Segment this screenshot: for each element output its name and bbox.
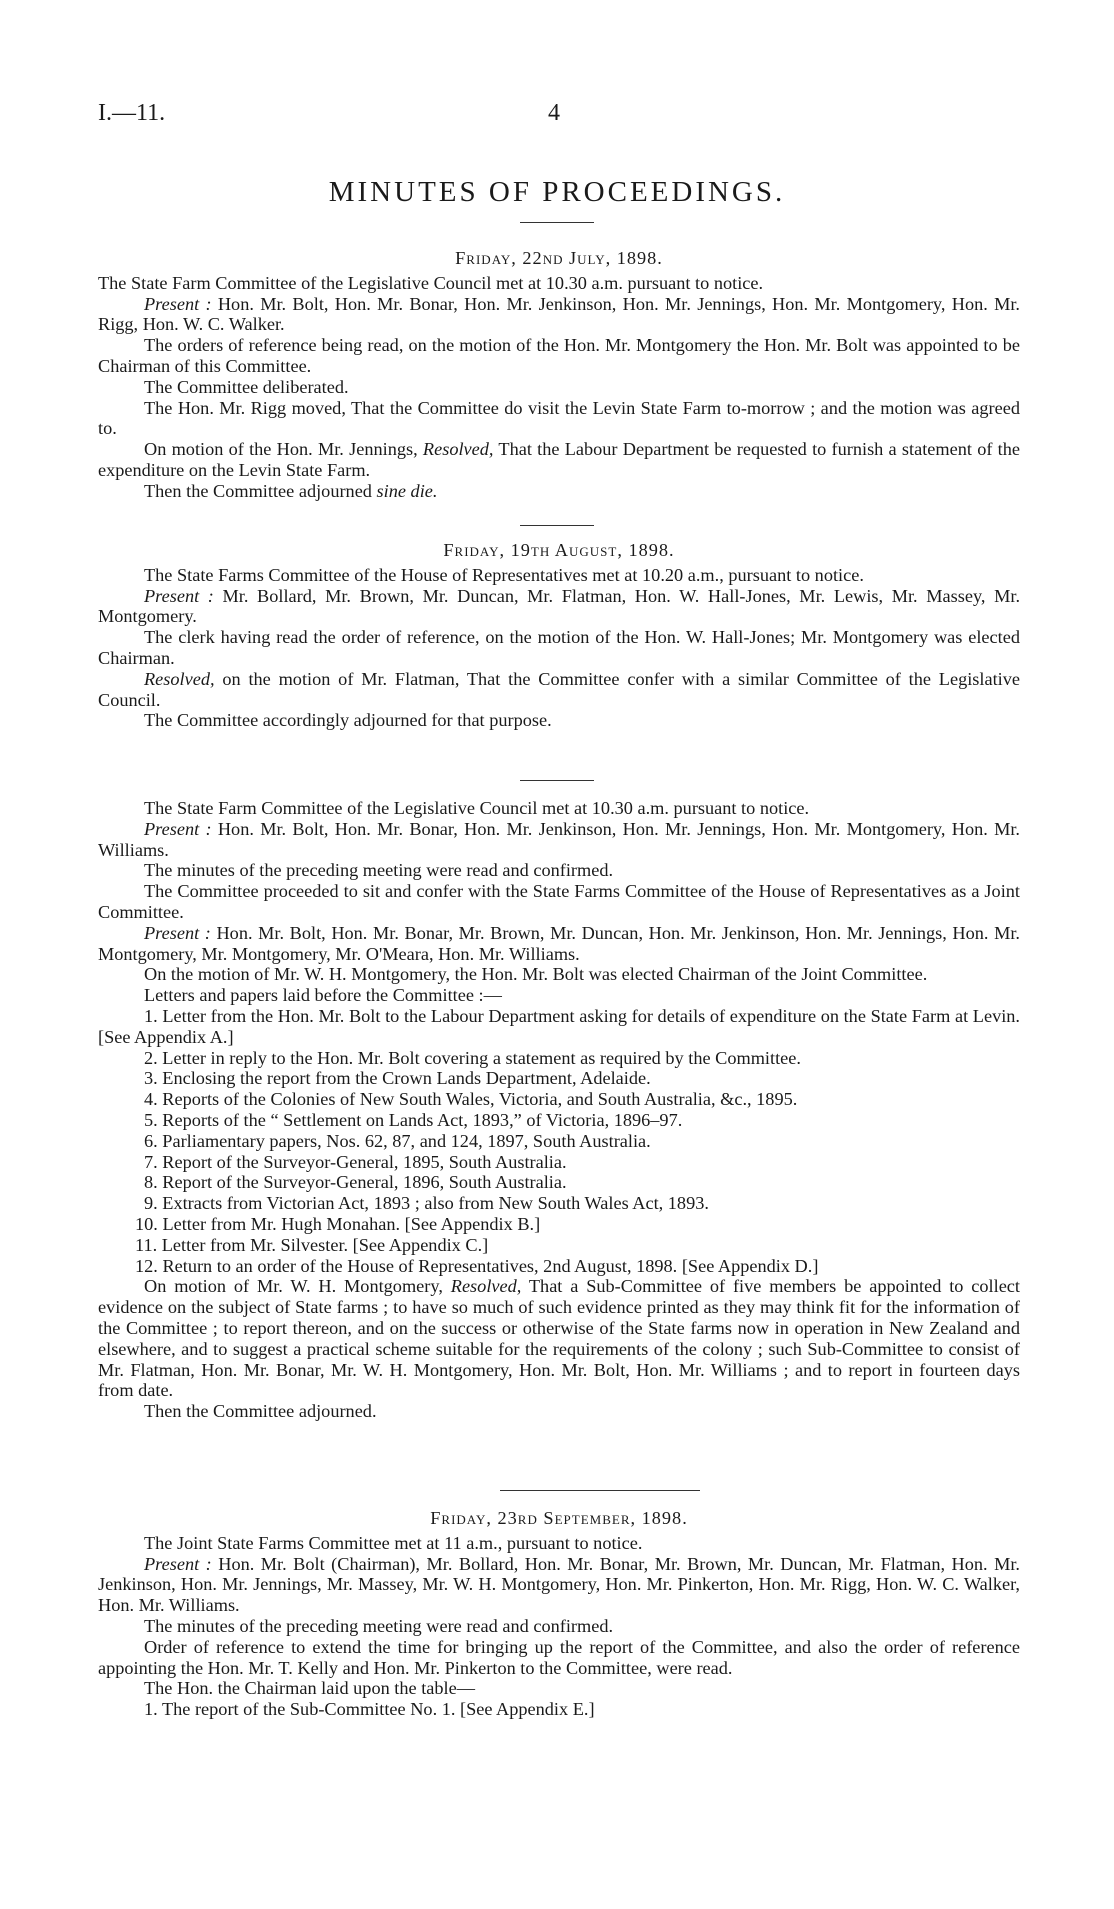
minutes-section-july-22 [98,248,1020,502]
minutes-section-september-23 [98,1508,1020,1720]
title-divider [520,222,594,223]
present-paragraph: Present : Hon. Mr. Bolt, Hon. Mr. Bonar, Mr. Brown, Mr. Duncan, Hon. Mr. Jenkinson, Hon. Mr. Jennings, Hon. Mr. Montgomery, Mr. Montgomery, Mr. O'Meara, Hon. Mr. Williams. [98,922,1020,964]
list-item: 1. Letter from the Hon. Mr. Bolt to the Labour Department asking for details of expenditure on the State Farm at Levin. [See Appendix A.] [98,1005,1021,1047]
paragraph: The Committee deliberated. [144,376,349,397]
list-item: 4. Reports of the Colonies of New South Wales, Victoria, and South Australia, &c., 1895. [144,1089,798,1110]
resolution-paragraph: On motion of the Hon. Mr. Jennings, Resolved, That the Labour Department be requested to furnish a statement of the expenditure on the Levin State Farm. [98,439,1021,480]
paragraph: The minutes of the preceding meeting were read and confirmed. [144,860,614,881]
paragraph: The State Farms Committee of the House of Representatives met at 10.20 a.m., pursuant to notice. [144,564,864,585]
list-item: 3. Enclosing the report from the Crown Lands Department, Adelaide. [144,1068,651,1089]
paragraph: The clerk having read the order of reference, on the motion of the Hon. W. Hall-Jones; Mr. Montgomery was elected Chairman. [98,627,1020,668]
page-number: 4 [548,100,560,126]
list-item: 11. Letter from Mr. Silvester. [See Appendix C.] [135,1234,489,1255]
list-item: 7. Report of the Surveyor-General, 1895, South Australia. [144,1151,567,1172]
document-reference: I.—11. [98,100,166,126]
resolution-paragraph: Resolved, on the motion of Mr. Flatman, That the Committee confer with a similar Committee of the Legislative Council. [98,668,1021,710]
paragraph: The Joint State Farms Committee met at 11 a.m., pursuant to notice. [144,1532,643,1553]
minutes-section-august-19 [98,540,1020,731]
section-divider [500,1490,700,1491]
resolution-paragraph: On motion of Mr. W. H. Montgomery, Resolved, That a Sub-Committee of five members be appointed to collect evidence on the subject of State farms ; to have so much of such evidence printed as they may think fit for the information of the Committee ; to report thereon, and on the success or otherwise of the State farms now in operation in New Zealand and elsewhere, and to suggest a practical scheme suitable for the requirements of the colony ; such Sub-Committee to consist of Mr. Flatman, Hon. Mr. Bonar, Mr. W. H. Montgomery, Hon. Mr. Bolt, Hon. Mr. Williams ; and to report in fourteen days from date. [98,1276,1021,1401]
list-item: 8. Report of the Surveyor-General, 1896, South Australia. [144,1172,567,1193]
paragraph: The State Farm Committee of the Legislative Council met at 10.30 a.m. pursuant to notice. [144,798,810,818]
paragraph: The Committee proceeded to sit and confer with the State Farms Committee of the House of Representatives as a Joint Committee. [98,881,1020,922]
list-item: 10. Letter from Mr. Hugh Monahan. [See Appendix B.] [135,1213,541,1234]
list-item: 1. The report of the Sub-Committee No. 1. [See Appendix E.] [144,1699,595,1720]
section-divider [520,780,594,781]
present-paragraph: Present : Hon. Mr. Bolt, Hon. Mr. Bonar, Hon. Mr. Jenkinson, Hon. Mr. Jennings, Hon. Mr. Montgomery, Hon. Mr. Williams. [98,818,1020,860]
paragraph: The State Farm Committee of the Legislative Council met at 10.30 a.m. pursuant to notice. [98,272,764,293]
paragraph: Then the Committee adjourned sine die. [144,480,438,501]
list-item: 5. Reports of the “ Settlement on Lands Act, 1893,” of Victoria, 1896–97. [144,1109,683,1130]
present-paragraph: Present : Hon. Mr. Bolt (Chairman), Mr. Bollard, Hon. Mr. Bonar, Mr. Brown, Mr. Duncan, Mr. Flatman, Hon. Mr. Jenkinson, Hon. Mr. Jennings, Mr. Massey, Mr. W. H. Montgomery, Hon. Mr. Pinkerton, Hon. Mr. Rigg, Hon. W. C. Walker, Hon. Mr. Williams. [98,1553,1021,1616]
paragraph: Order of reference to extend the time for bringing up the report of the Committee, and also the order of reference appointing the Hon. Mr. T. Kelly and Hon. Mr. Pinkerton to the Committee, were read. [98,1636,1020,1678]
page-title: MINUTES OF PROCEEDINGS. [328,176,786,208]
list-item: 2. Letter in reply to the Hon. Mr. Bolt covering a statement as required by the Committee. [144,1047,801,1068]
paragraph: The Committee accordingly adjourned for that purpose. [144,710,552,731]
minutes-section-joint-committee [98,798,1020,1422]
paragraph: On the motion of Mr. W. H. Montgomery, the Hon. Mr. Bolt was elected Chairman of the Joint Committee. [144,964,928,985]
section-date: Friday, 22nd July, 1898. [455,248,663,268]
section-divider [520,525,594,526]
paragraph: Letters and papers laid before the Committee :— [144,985,502,1006]
section-date: Friday, 23rd September, 1898. [430,1508,688,1528]
paragraph: Then the Committee adjourned. [144,1401,377,1422]
paragraph: The Hon. the Chairman laid upon the table— [144,1678,476,1699]
section-date: Friday, 19th August, 1898. [443,540,675,560]
list-item: 6. Parliamentary papers, Nos. 62, 87, and 124, 1897, South Australia. [144,1130,651,1151]
list-item: 9. Extracts from Victorian Act, 1893 ; also from New South Wales Act, 1893. [144,1193,709,1214]
paragraph: The minutes of the preceding meeting were read and confirmed. [144,1615,614,1636]
paragraph: The Hon. Mr. Rigg moved, That the Committee do visit the Levin State Farm to-morrow ; and the motion was agreed to. [98,397,1020,439]
paragraph: The orders of reference being read, on the motion of the Hon. Mr. Montgomery the Hon. Mr. Bolt was appointed to be Chairman of this Committee. [98,335,1020,376]
present-paragraph: Present : Hon. Mr. Bolt, Hon. Mr. Bonar, Hon. Mr. Jenkinson, Hon. Mr. Jennings, Hon. Mr. Montgomery, Hon. Mr. Rigg, Hon. W. C. Walker. [98,293,1020,335]
present-paragraph: Present : Mr. Bollard, Mr. Brown, Mr. Duncan, Mr. Flatman, Hon. W. Hall-Jones, Mr. Lewis, Mr. Massey, Mr. Montgomery. [98,585,1021,627]
list-item: 12. Return to an order of the House of Representatives, 2nd August, 1898. [See Appendix D.] [135,1255,819,1276]
